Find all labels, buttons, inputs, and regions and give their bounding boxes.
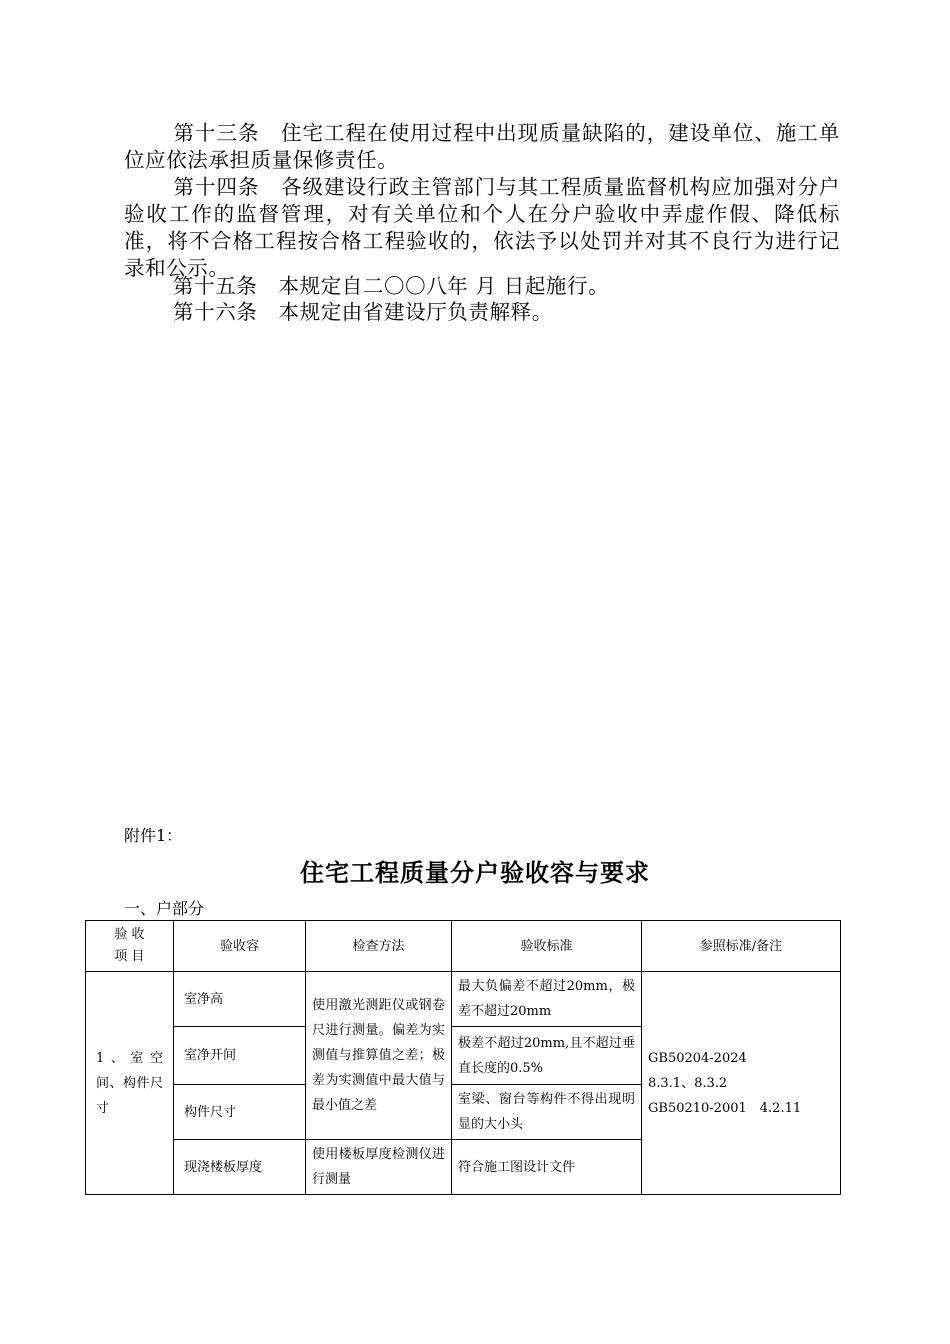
reference-cell — [642, 972, 841, 1195]
table-row — [86, 972, 841, 1027]
standard-cell: 符合施工图设计文件 — [452, 1140, 642, 1195]
article-14: 第十四条 各级建设行政主管部门与其工程质量监督机构应加强对分户验收工作的监督管理，对有关单位和个人在分户验收中弄虚作假、降低标准，将不合格工程按合格工程验收的，依法予以处罚并对其不良行为进行记录和公示。 — [124, 175, 840, 280]
standard-cell: 最大负偏差不超过20mm，极差不超过20mm — [452, 972, 642, 1027]
reference-line: GB50210-2001 4.2.11 — [648, 1100, 802, 1116]
standard-cell: 室梁、窗台等构件不得出现明显的大小头 — [452, 1085, 642, 1140]
article-16: 第十六条 本规定由省建设厅负责解释。 — [173, 300, 553, 324]
article-15: 第十五条 本规定自二〇〇八年 月 日起施行。 — [173, 274, 610, 298]
table-header-row — [86, 921, 841, 972]
method-cell: 使用楼板厚度检测仪进行测量 — [306, 1140, 452, 1195]
header-method: 检查方法 — [306, 921, 452, 972]
standard-cell: 极差不超过20mm,且不超过垂直长度的0.5% — [452, 1027, 642, 1085]
header-item: 验 收 项 目 — [86, 921, 174, 972]
header-content: 验收容 — [174, 921, 306, 972]
item-cell: 室净高 — [174, 972, 306, 1027]
acceptance-table — [85, 920, 841, 1195]
header-standard: 验收标准 — [452, 921, 642, 972]
item-cell: 构件尺寸 — [174, 1085, 306, 1140]
reference-line: GB50204-2024 — [648, 1050, 747, 1066]
item-cell: 室净开间 — [174, 1027, 306, 1085]
attachment-label: 附件1： — [124, 826, 183, 845]
group-label-cell: 1、室空间、构件尺寸 — [86, 972, 174, 1195]
appendix-title: 住宅工程质量分户验收容与要求 — [300, 859, 650, 887]
header-reference: 参照标准/备注 — [642, 921, 841, 972]
article-13: 第十三条 住宅工程在使用过程中出现质量缺陷的，建设单位、施工单位应依法承担质量保修责任。 — [124, 121, 840, 172]
method-cell: 使用激光测距仪或钢卷尺进行测量。偏差为实测值与推算值之差；极差为实测值中最大值与最小值之差 — [306, 972, 452, 1140]
item-cell: 现浇楼板厚度 — [174, 1140, 306, 1195]
section-heading: 一、户部分 — [124, 899, 205, 918]
reference-line: 8.3.1、8.3.2 — [648, 1075, 728, 1091]
